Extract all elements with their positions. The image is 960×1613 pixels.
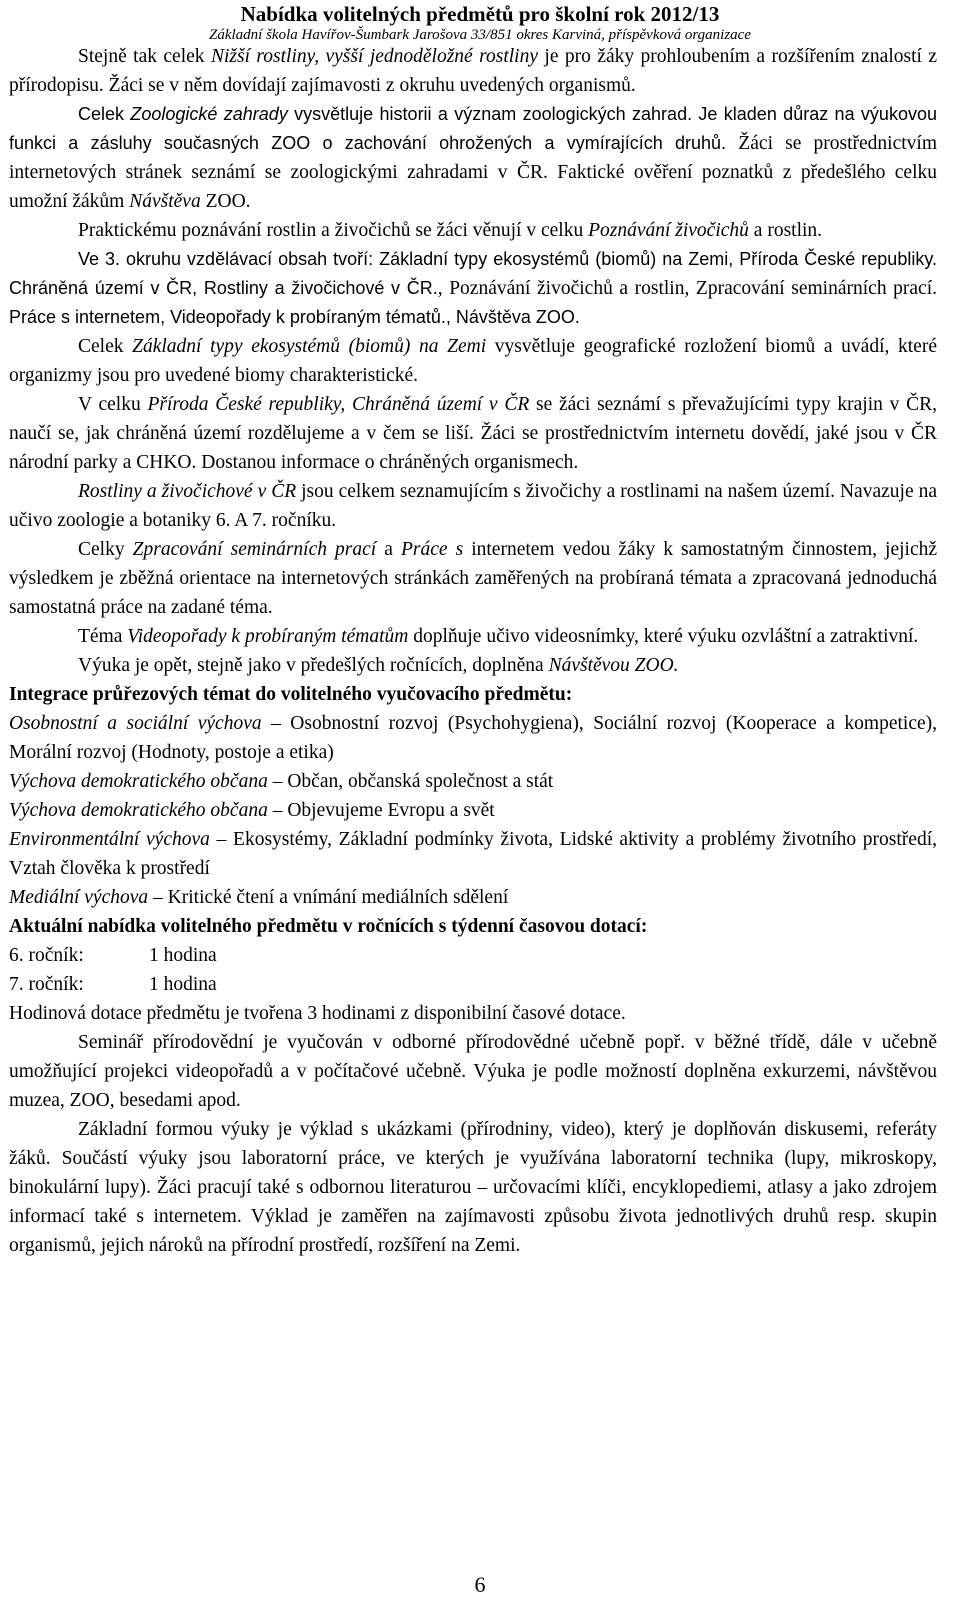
text: Téma	[78, 626, 128, 647]
paragraph-okruh-3	[9, 245, 937, 332]
grade-label: 6. ročník:	[9, 945, 84, 966]
offer-row	[9, 941, 937, 970]
emphasis: Rostliny a živočichové v ČR	[78, 481, 297, 502]
integration-item	[9, 825, 937, 883]
text: Stejně tak celek	[78, 46, 211, 67]
integration-heading: Integrace průřezových témat do volitelného vyučovacího předmětu:	[9, 684, 573, 705]
integration-item	[9, 796, 937, 825]
text: internetem vedou žáky k samostatným činnostem, jejichž výsledkem je zběžná orientace na internetových stránkách zaměřených na probíraná témata a zpracovaná jednoduchá samostatná práce na zadané téma.	[9, 539, 937, 618]
emphasis: Zpracování seminárních prací	[132, 539, 377, 560]
integration-item	[9, 767, 937, 796]
emphasis: Návštěva	[129, 191, 201, 212]
grade-label: 7. ročník:	[9, 974, 84, 995]
paragraph-priroda-cr	[9, 390, 937, 477]
paragraph-teaching-form: Základní formou výuky je výklad s ukázkami (přírodniny, video), který je doplňován diskusemi, referáty žáků. Součástí výuky jsou laboratorní práce, ve kterých je využívána laboratorní technika (lupy, mikroskopy, binokulární lupy). Žáci pracují také s odbornou literaturou – určovacími klíči, encyklopediemi, atlasy a jako zdrojem informací také s internetem. Výklad je zaměřen na zajímavosti způsobu života jednotlivých druhů resp. skupin organismů, jejich nároků na přírodní prostředí, rozšíření na Zemi.	[9, 1119, 937, 1256]
text: V celku	[78, 394, 148, 415]
text: ZOO.	[200, 191, 251, 212]
text: vysvětluje geografické rozložení biomů a uvádí, které organizmy jsou pro uvedené biomy charakteristické.	[9, 336, 937, 386]
text: , Poznávání živočichů a rostlin, Zpracování seminárních prací.	[437, 278, 937, 299]
text: Žáci se prostřednictvím internetových stránek seznámí se zoologickými zahradami v ČR. Faktické ověření poznatků z předešlého celku umožní žákům	[9, 133, 938, 212]
paragraph-rostliny-zivocichove	[9, 477, 937, 535]
integration-text: – Objevujeme Evropu a svět	[267, 800, 495, 821]
text: jsou celkem seznamujícím s živočichy a rostlinami na našem území. Navazuje na učivo zoologie a botaniky 6. A 7. ročníku.	[9, 481, 937, 531]
integration-text: – Občan, občanská společnost a stát	[267, 771, 554, 792]
text: Výuka je opět, stejně jako v předešlých ročnících, doplněna	[78, 655, 549, 676]
page-number: 6	[474, 1572, 486, 1597]
offer-heading: Aktuální nabídka volitelného předmětu v ročnících s týdenní časovou dotací:	[9, 916, 648, 937]
emphasis: Nižší rostliny, vyšší jednoděložné rostliny	[210, 46, 538, 67]
paragraph-videoporady	[9, 622, 937, 651]
text: Celky	[78, 539, 133, 560]
integration-text: – Osobnostní rozvoj (Psychohygiena), Sociální rozvoj (Kooperace a kompetice), Morální rozvoj (Hodnoty, postoje a etika)	[9, 713, 938, 763]
integration-item	[9, 709, 937, 767]
text: se žáci seznámí s převažujícími typy krajin v ČR, naučí se, jak chráněná území rozdělujeme a v čem se liší. Žáci se prostřednictvím internetu dovědí, jaké jsou v ČR národní parky a CHKO. Dostanou informace o chráněných organismech.	[9, 394, 937, 473]
text: a rostlin.	[748, 220, 823, 241]
integration-theme: Výchova demokratického občana	[9, 771, 268, 792]
text: doplňuje učivo videosnímky, které výuku ozvláštní a zatraktivní.	[408, 626, 919, 647]
document-body	[9, 42, 937, 1260]
text: je pro žáky prohloubením a rozšířením znalostí z přírodopisu. Žáci se v něm dovídají zajímavosti z okruhu uvedených organismů.	[9, 46, 937, 96]
emphasis: Návštěvou ZOO.	[548, 655, 679, 676]
paragraph-seminar-location: Seminář přírodovědní je vyučován v odborné přírodovědné učebně popř. v běžné třídě, dále v učebně umožňující projekci videopořadů a v počítačové učebně. Výuka je podle možností doplněna exkurzemi, návštěvou muzea, ZOO, besedami apod.	[9, 1032, 937, 1111]
text: a	[376, 539, 401, 560]
text: Celek	[78, 104, 131, 124]
emphasis: Práce s	[400, 539, 464, 560]
text: Ve 3. okruhu vzdělávací obsah tvoří: Základní typy ekosystémů (biomů) na Zemi, Příroda České republiky. Chráněná území v ČR, Rostliny a živočichové v ČR.	[9, 249, 937, 298]
integration-theme: Osobnostní a sociální výchova	[9, 713, 262, 734]
integration-theme: Mediální výchova	[9, 887, 149, 908]
integration-item	[9, 883, 937, 912]
integration-theme: Výchova demokratického občana	[9, 800, 268, 821]
hours-value: 1 hodina	[149, 974, 217, 995]
text: Práce s internetem, Videopořady k probíraným tématů., Návštěva ZOO.	[9, 307, 580, 327]
emphasis: Základní typy ekosystémů (biomů) na Zemi	[132, 336, 487, 357]
offer-row	[9, 970, 937, 999]
paragraph-navsteva-zoo	[9, 651, 937, 680]
paragraph-nizsi-rostliny	[9, 42, 937, 100]
paragraph-poznavani	[9, 216, 937, 245]
paragraph-ekosystemy	[9, 332, 937, 390]
emphasis: Příroda České republiky, Chráněná území v ČR	[147, 394, 530, 415]
hours-value: 1 hodina	[149, 945, 217, 966]
text: Celek	[78, 336, 133, 357]
header-title: Nabídka volitelných předmětů pro školní rok 2012/13	[240, 2, 720, 26]
integration-text: – Ekosystémy, Základní podmínky života, Lidské aktivity a problémy životního prostředí, Vztah člověka k prostředí	[9, 829, 937, 879]
offer-note: Hodinová dotace předmětu je tvořena 3 hodinami z disponibilní časové dotace.	[9, 1003, 626, 1024]
header-subtitle: Základní škola Havířov-Šumbark Jarošova 33/851 okres Karviná, příspěvková organizace	[209, 27, 751, 43]
emphasis: Zoologické zahrady	[130, 104, 288, 124]
emphasis: Videopořady k probíraným tématům	[127, 626, 409, 647]
emphasis: Poznávání živočichů	[588, 220, 749, 241]
integration-text: – Kritické čtení a vnímání mediálních sdělení	[148, 887, 509, 908]
text: Praktickému poznávání rostlin a živočichů se žáci věnují v celku	[78, 220, 589, 241]
integration-theme: Environmentální výchova	[9, 829, 210, 850]
text: vysvětluje historii a význam zoologických zahrad. Je kladen důraz na výukovou funkci a zásluhy současných ZOO o zachování ohrožených a vymírajících druhů.	[9, 104, 937, 153]
paragraph-zoologicke-zahrady	[9, 100, 937, 216]
paragraph-seminarni-prace	[9, 535, 937, 622]
